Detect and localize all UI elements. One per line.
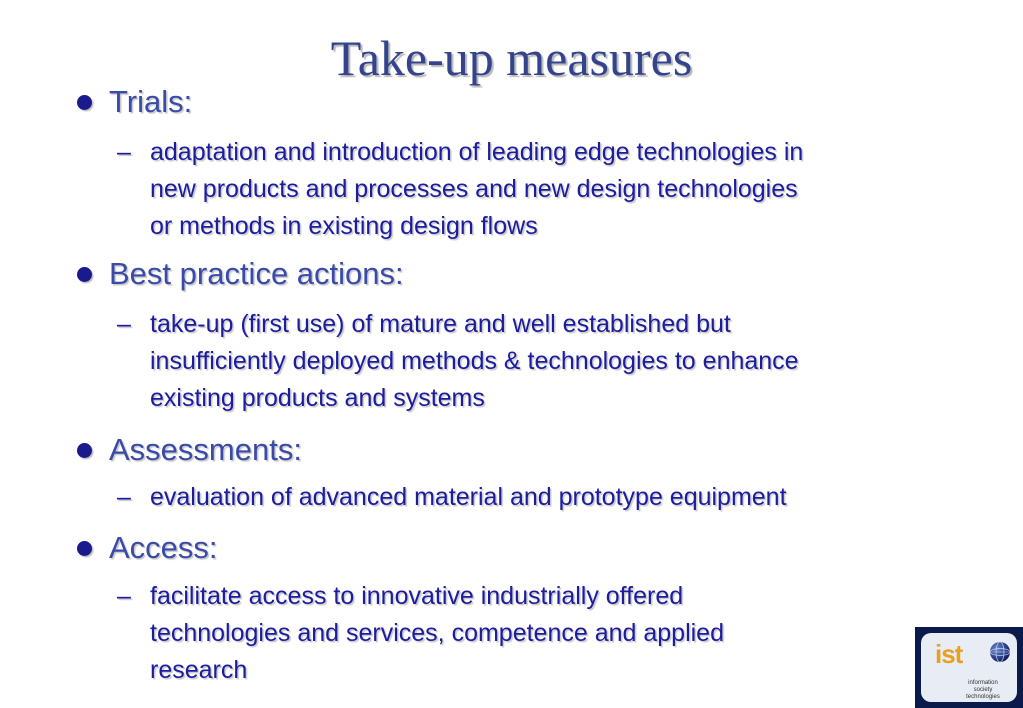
logo-tagline-line: information: [968, 680, 998, 686]
logo-wordmark: ist: [935, 639, 963, 669]
sub-line: take-up (first use) of mature and well established but: [150, 310, 731, 338]
ist-logo: [915, 627, 1023, 708]
sub-line: existing products and systems: [150, 384, 485, 412]
bullet-dot-icon: [77, 443, 92, 458]
bullet-label: Access:: [109, 530, 218, 565]
sub-line: or methods in existing design flows: [150, 212, 538, 240]
dash-icon: –: [117, 582, 131, 610]
sub-line: evaluation of advanced material and prototype equipment: [150, 483, 787, 511]
dash-icon: –: [117, 138, 131, 166]
bullet-dot-icon: [77, 541, 92, 556]
slide-title: Take-up measures: [330, 30, 693, 86]
sub-line: facilitate access to innovative industrially offered: [150, 582, 684, 610]
bullet-dot-icon: [77, 267, 92, 282]
logo-tagline-line: technologies: [966, 694, 1000, 700]
sub-line: adaptation and introduction of leading edge technologies in: [150, 138, 804, 166]
logo-badge: [921, 633, 1017, 702]
globe-icon: [989, 641, 1011, 663]
logo-tagline-line: society: [973, 687, 993, 693]
bullet-label: Trials:: [109, 84, 193, 119]
sub-line: new products and processes and new design technologies: [150, 175, 798, 203]
bullet-label: Best practice actions:: [109, 256, 404, 291]
sub-line: technologies and services, competence and applied: [150, 619, 724, 647]
dash-icon: –: [117, 483, 131, 511]
sub-line: research: [150, 656, 248, 684]
logo-tagline: [951, 680, 1015, 701]
bullet-label: Assessments:: [109, 432, 302, 467]
dash-icon: –: [117, 310, 131, 338]
sub-line: insufficiently deployed methods & technologies to enhance: [150, 347, 799, 375]
bullet-dot-icon: [77, 95, 92, 110]
